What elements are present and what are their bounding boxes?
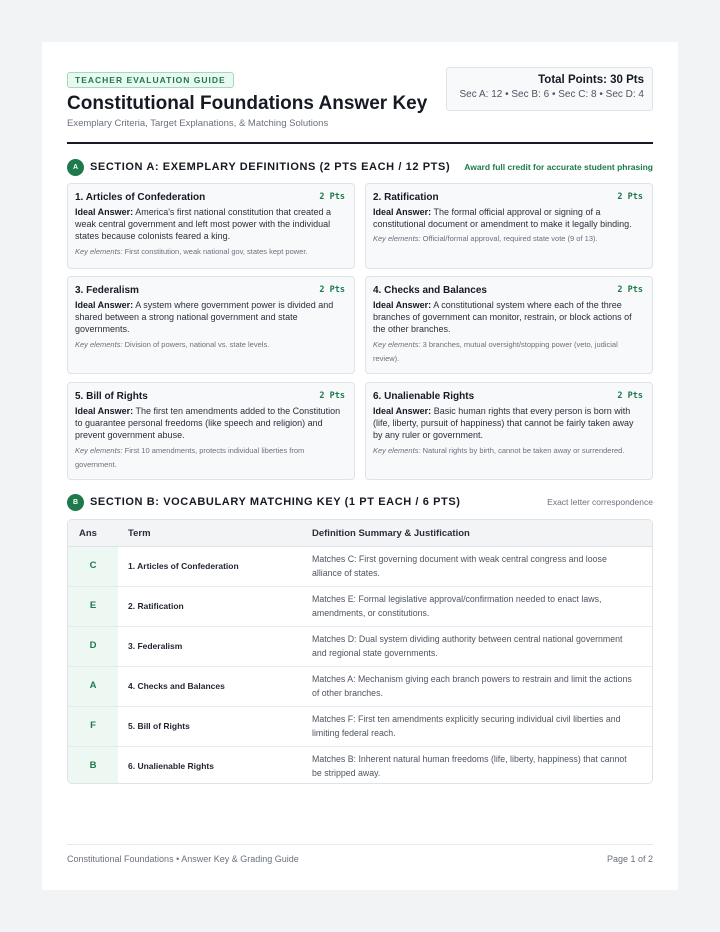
answer-key-page: [42, 42, 678, 890]
ideal-answer-label: Ideal Answer:: [75, 300, 134, 310]
ideal-answer-label: Ideal Answer:: [373, 300, 432, 310]
table-row: [68, 627, 652, 667]
answer-letter: F: [68, 707, 118, 746]
key-elements-text: Official/formal approval, required state vote (9 of 13).: [422, 234, 598, 244]
table-row: [68, 587, 652, 627]
evaluation-guide-tag: TEACHER EVALUATION GUIDE: [67, 72, 234, 88]
points-breakdown: Sec A: 12 • Sec B: 6 • Sec C: 8 • Sec D: 4: [459, 89, 644, 100]
answer-letter: B: [68, 747, 118, 784]
ideal-answer-label: Ideal Answer:: [373, 207, 432, 217]
ideal-answer-label: Ideal Answer:: [75, 207, 134, 217]
page-title: Constitutional Foundations Answer Key: [67, 93, 428, 114]
section-b-title: SECTION B: VOCABULARY MATCHING KEY (1 PT EACH / 6 PTS): [90, 496, 461, 508]
key-elements-text: First 10 amendments, protects individual liberties from government.: [75, 445, 305, 469]
term-cell: 1. Articles of Confederation: [128, 561, 239, 571]
ideal-answer-text: Basic human rights that every person is born with (life, liberty, pursuit of happiness) that cannot be fairly taken away by any ruler or government.: [373, 406, 634, 441]
ideal-answer: [75, 405, 347, 442]
card-title: 4. Checks and Balances: [373, 285, 487, 296]
ideal-answer-label: Ideal Answer:: [373, 406, 432, 416]
table-row: [68, 747, 652, 784]
table-header: [68, 520, 652, 547]
card-points: 2 Pts: [617, 192, 643, 202]
ideal-answer: [373, 206, 645, 230]
page-footer: [67, 844, 653, 868]
table-row: [68, 667, 652, 707]
definition-card: [365, 382, 653, 480]
section-b-badge: B: [67, 494, 84, 511]
card-points: 2 Pts: [617, 285, 643, 295]
total-points: Total Points: 30 Pts: [538, 74, 644, 86]
definition-cell: Matches F: First ten amendments explicitly securing individual civil liberties and limiting federal reach.: [312, 714, 621, 738]
definition-card: [365, 276, 653, 374]
header-divider: [67, 142, 653, 144]
page-number: Page 1 of 2: [606, 854, 653, 864]
ideal-answer-text: A constitutional system where each of the three branches of government can monitor, restrain, or block actions of the other branches.: [373, 300, 632, 335]
key-elements-text: Natural rights by birth, cannot be taken away or surrendered.: [422, 445, 625, 455]
key-elements: [373, 444, 645, 458]
term-cell: 2. Ratification: [128, 601, 184, 611]
key-elements-label: Key elements:: [75, 339, 123, 349]
column-header-definition: Definition Summary & Justification: [312, 528, 470, 539]
ideal-answer-text: The formal official approval or signing of a constitutional document or amendment to make it legally binding.: [373, 207, 632, 230]
key-elements: [75, 245, 347, 259]
answer-letter: A: [68, 667, 118, 706]
key-elements-label: Key elements:: [373, 445, 421, 455]
answer-letter: D: [68, 627, 118, 666]
key-elements-label: Key elements:: [373, 339, 421, 349]
definition-card: [67, 183, 355, 269]
section-a-header: [67, 159, 653, 177]
table-row: [68, 707, 652, 747]
section-a-badge: A: [67, 159, 84, 176]
definition-cell: Matches E: Formal legislative approval/confirmation needed to enact laws, amendments, or constitutions.: [312, 594, 602, 618]
term-cell: 3. Federalism: [128, 641, 183, 651]
key-elements-label: Key elements:: [75, 445, 123, 455]
ideal-answer: [373, 299, 645, 336]
card-title: 2. Ratification: [373, 192, 439, 203]
definition-card: [365, 183, 653, 269]
column-header-ans: Ans: [79, 528, 97, 539]
section-a-title: SECTION A: EXEMPLARY DEFINITIONS (2 PTS EACH / 12 PTS): [90, 161, 451, 173]
section-b-header: [67, 494, 653, 512]
definition-cell: Matches A: Mechanism giving each branch powers to restrain and limit the actions of other branches.: [312, 674, 632, 698]
ideal-answer-text: America's first national constitution that created a weak central government and left most power with the individual states because colonists feared a king.: [75, 207, 332, 242]
card-title: 5. Bill of Rights: [75, 391, 148, 402]
definition-card: [67, 276, 355, 374]
key-elements-text: 3 branches, mutual oversight/stopping power (veto, judicial review).: [373, 339, 618, 363]
definition-cell: Matches C: First governing document with weak central congress and loose alliance of states.: [312, 554, 607, 578]
card-points: 2 Pts: [319, 192, 345, 202]
column-header-term: Term: [128, 528, 151, 539]
key-elements-text: Division of powers, national vs. state levels.: [124, 339, 270, 349]
footer-document-title: Constitutional Foundations • Answer Key & Grading Guide: [67, 854, 299, 864]
ideal-answer-label: Ideal Answer:: [75, 406, 134, 416]
key-elements-label: Key elements:: [373, 234, 421, 244]
key-elements-label: Key elements:: [75, 246, 123, 256]
ideal-answer: [75, 206, 347, 243]
ideal-answer: [75, 299, 347, 336]
section-b-note: Exact letter correspondence: [547, 497, 653, 507]
ideal-answer-text: A system where government power is divided and shared between a strong national government and state governments.: [75, 300, 334, 335]
card-points: 2 Pts: [617, 391, 643, 401]
ideal-answer: [373, 405, 645, 442]
page-subtitle: Exemplary Criteria, Target Explanations, & Matching Solutions: [67, 118, 329, 129]
card-points: 2 Pts: [319, 285, 345, 295]
term-cell: 4. Checks and Balances: [128, 681, 225, 691]
answer-letter: E: [68, 587, 118, 626]
definition-cell: Matches D: Dual system dividing authority between central national government and regional state governments.: [312, 634, 623, 658]
term-cell: 5. Bill of Rights: [128, 721, 190, 731]
card-points: 2 Pts: [319, 391, 345, 401]
section-a-note: Award full credit for accurate student phrasing: [464, 162, 653, 172]
key-elements: [373, 338, 645, 366]
ideal-answer-text: The first ten amendments added to the Constitution to guarantee personal freedoms (like speech and religion) and prevent government abuse.: [75, 406, 341, 441]
key-elements: [75, 444, 347, 472]
matching-key-table: [67, 519, 653, 784]
key-elements-text: First constitution, weak national gov, states kept power.: [124, 246, 308, 256]
card-title: 1. Articles of Confederation: [75, 192, 206, 203]
definition-cell: Matches B: Inherent natural human freedoms (life, liberty, happiness) that cannot be stripped away.: [312, 754, 627, 778]
card-title: 3. Federalism: [75, 285, 139, 296]
key-elements: [373, 232, 645, 246]
table-row: [68, 547, 652, 587]
total-points-box: [446, 67, 653, 111]
term-cell: 6. Unalienable Rights: [128, 761, 214, 771]
card-title: 6. Unalienable Rights: [373, 391, 475, 402]
key-elements: [75, 338, 347, 352]
definition-card: [67, 382, 355, 480]
answer-letter: C: [68, 547, 118, 586]
